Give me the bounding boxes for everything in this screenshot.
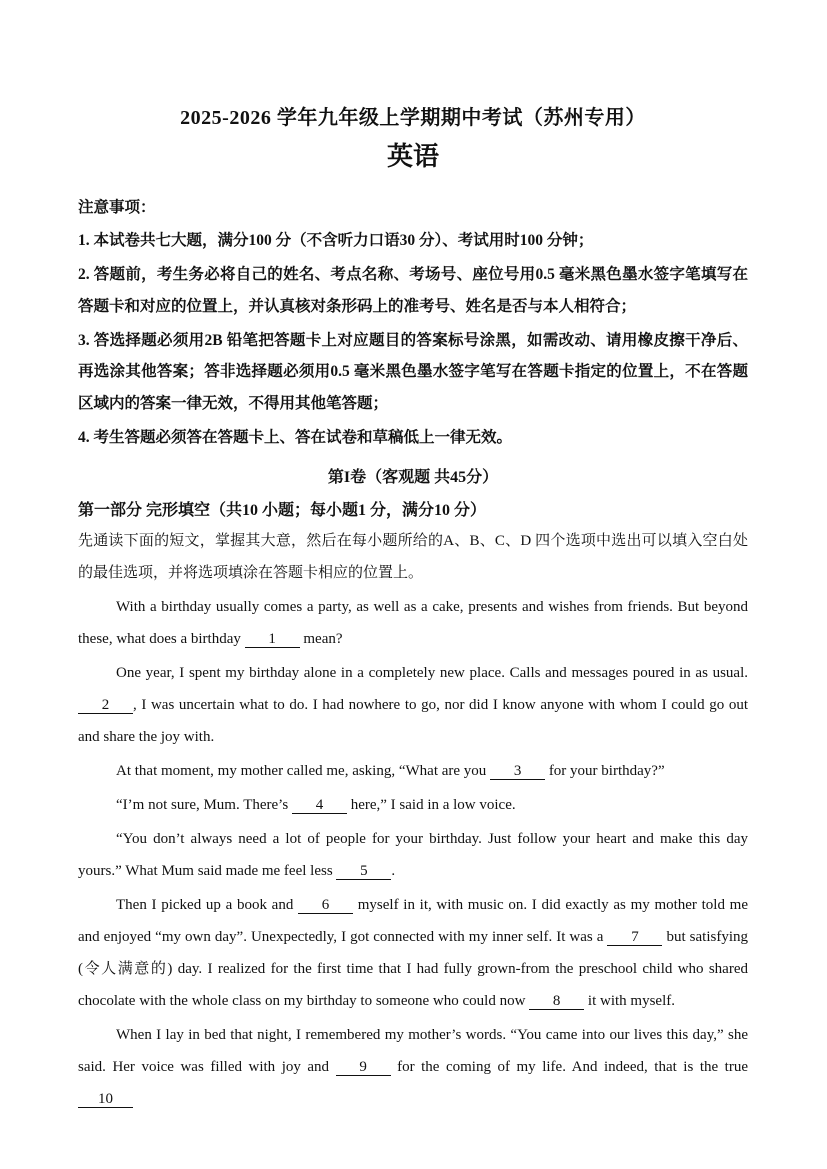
part-heading: 第一部分 完形填空（共10 小题；每小题1 分，满分10 分）: [78, 502, 487, 519]
cloze-blank-7: 7: [607, 930, 662, 946]
cloze-blank-3: 3: [490, 764, 545, 780]
notices-section: [78, 192, 748, 453]
passage-paragraph: Then I picked up a book and 6 myself in it, with music on. I did exactly as my mother told me and enjoyed “my own day”. Unexpectedly, I got connected with my inner self. It was a 7 but satisfying (令人满意的) day. I realized for the first time that I had fully grown-from the preschool child who shared chocolate with the whole class on my birthday to someone who could now 8 it with myself.: [78, 897, 748, 1009]
part-instructions: 先通读下面的短文，掌握其大意，然后在每小题所给的A、B、C、D 四个选项中选出可以填入空白处的最佳选项，并将选项填涂在答题卡相应的位置上。: [78, 533, 748, 581]
exam-subject: 英语: [386, 142, 439, 171]
notice-item: 4. 考生答题必须答在答题卡上、答在试卷和草稿低上一律无效。: [78, 428, 513, 446]
passage-paragraph: “You don’t always need a lot of people for your birthday. Just follow your heart and make this day yours.” What Mum said made me feel less 5 .: [78, 831, 748, 879]
passage-paragraph: When I lay in bed that night, I remembered my mother’s words. “You came into our lives this day,” she said. Her voice was filled with joy and 9 for the coming of my life. And indeed, that is the true 10: [78, 1027, 748, 1107]
exam-title: 2025-2026 学年九年级上学期期中考试（苏州专用）: [180, 107, 646, 129]
cloze-blank-1: 1: [245, 632, 300, 648]
cloze-blank-10: 10: [78, 1092, 133, 1108]
notices-list: [78, 225, 748, 453]
passage-paragraph: “I’m not sure, Mum. There’s 4 here,” I said in a low voice.: [116, 797, 516, 813]
cloze-blank-9: 9: [336, 1060, 391, 1076]
notice-item: 1. 本试卷共七大题，满分100 分（不含听力口语30 分）、考试用时100 分钟；: [78, 232, 594, 249]
passage-paragraph: With a birthday usually comes a party, as well as a cake, presents and wishes from friends. But beyond these, what does a birthday 1 mean?: [78, 599, 748, 647]
notice-item: 3. 答选择题必须用2B 铅笔把答题卡上对应题目的答案标号涂黑，如需改动、请用橡皮擦干净后、再选涂其他答案；答非选择题必须用0.5 毫米黑色墨水签字笔写在答题卡指定的位置上，不在答题区域内的答案一律无效，不得用其他笔答题；: [78, 331, 748, 412]
cloze-blank-6: 6: [298, 898, 353, 914]
passage-paragraph: One year, I spent my birthday alone in a completely new place. Calls and messages poured in as usual. 2 , I was uncertain what to do. I had nowhere to go, nor did I know anyone with whom I could go out and share the joy with.: [78, 665, 748, 745]
notices-heading: 注意事项：: [78, 199, 156, 216]
notice-item: 2. 答题前，考生务必将自己的姓名、考点名称、考场号、座位号用0.5 毫米黑色墨水签字笔填写在答题卡和对应的位置上，并认真核对条形码上的准考号、姓名是否与本人相符合；: [78, 266, 748, 315]
cloze-blank-5: 5: [336, 864, 391, 880]
cloze-blank-4: 4: [292, 798, 347, 814]
volume-heading: 第I卷（客观题 共45分）: [327, 469, 499, 486]
cloze-blank-2: 2: [78, 698, 133, 714]
cloze-passage: [78, 591, 748, 1115]
cloze-blank-8: 8: [529, 994, 584, 1010]
passage-paragraph: At that moment, my mother called me, asking, “What are you 3 for your birthday?”: [116, 763, 665, 779]
